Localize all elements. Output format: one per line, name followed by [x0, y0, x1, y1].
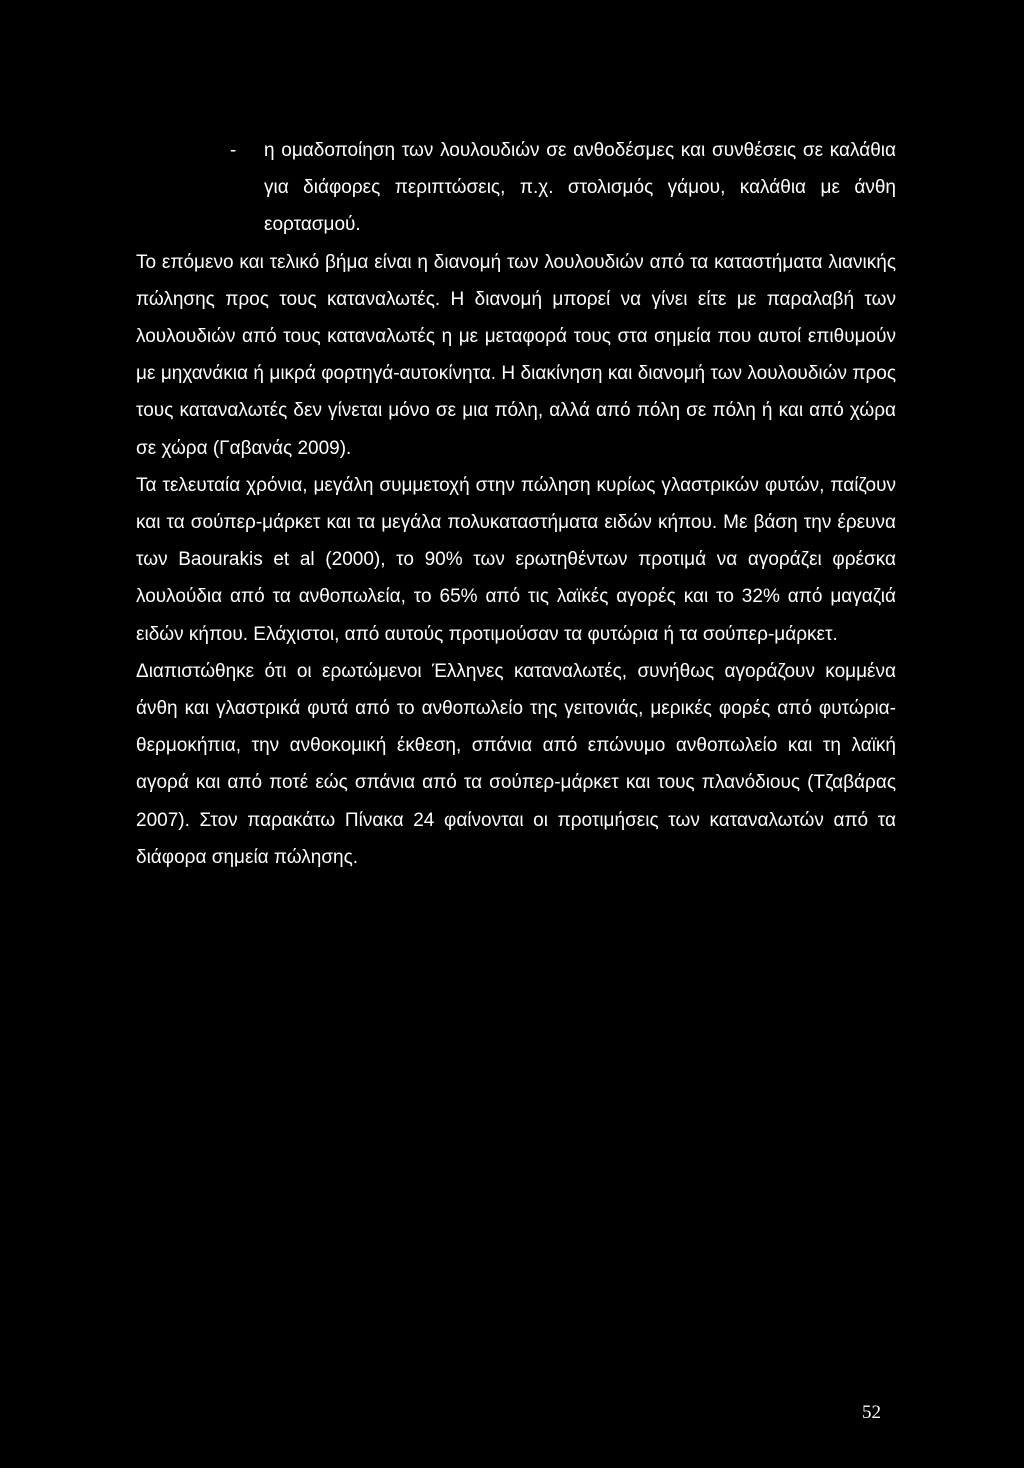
paragraph-distribution: Το επόμενο και τελικό βήμα είναι η διανομή των λουλουδιών από τα καταστήματα λιανικής πώλησης προς τους καταναλωτές. Η διανομή μπορεί να γίνει είτε με παραλαβή των λουλουδιών από τους καταναλωτές η με μεταφορά τους στα σημεία που αυτοί επιθυμούν με μηχανάκια ή μικρά φορτηγά-αυτοκίνητα. Η διακίνηση και διανομή των λουλουδιών προς τους καταναλωτές δεν γίνεται μόνο σε μια πόλη, αλλά από πόλη σε πόλη ή και από χώρα σε χώρα (Γαβανάς 2009).	[136, 251, 896, 459]
paragraph-consumer-preferences: Διαπιστώθηκε ότι οι ερωτώμενοι Έλληνες καταναλωτές, συνήθως αγοράζουν κομμένα άνθη και γλαστρικά φυτά από το ανθοπωλείο της γειτονιάς, μερικές φορές από φυτώρια-θερμοκήπια, την ανθοκομική έκθεση, σπάνια από επώνυμο ανθοπωλείο και τη λαϊκή αγορά και από ποτέ εώς σπάνια από τα σούπερ-μάρκετ και τους πλανόδιους (Τζαβάρας 2007). Στον παρακάτω Πίνακα 24 φαίνονται οι προτιμήσεις των καταναλωτών από τα διάφορα σημεία πώλησης.	[136, 660, 896, 868]
bullet-text: η ομαδοποίηση των λουλουδιών σε ανθοδέσμες και συνθέσεις σε καλάθια για διάφορες περιπτώσεις, π.χ. στολισμός γάμου, καλάθια με άνθη εορτασμού.	[264, 140, 896, 236]
paragraph-supermarkets: Τα τελευταία χρόνια, μεγάλη συμμετοχή στην πώληση κυρίως γλαστρικών φυτών, παίζουν και τα σούπερ-μάρκετ και τα μεγάλα πολυκαταστήματα ειδών κήπου. Με βάση την έρευνα των Baourakis et al (2000), το 90% των ερωτηθέντων προτιμά να αγοράζει φρέσκα λουλούδια από τα ανθοπωλεία, το 65% από τις λαϊκές αγορές και το 32% από μαγαζιά ειδών κήπου. Ελάχιστοι, από αυτούς προτιμούσαν τα φυτώρια ή τα σούπερ-μάρκετ.	[136, 474, 896, 645]
bullet-marker: -	[230, 140, 237, 161]
bullet-item	[136, 132, 896, 244]
body-text	[136, 132, 896, 876]
page-number: 52	[862, 1402, 881, 1423]
